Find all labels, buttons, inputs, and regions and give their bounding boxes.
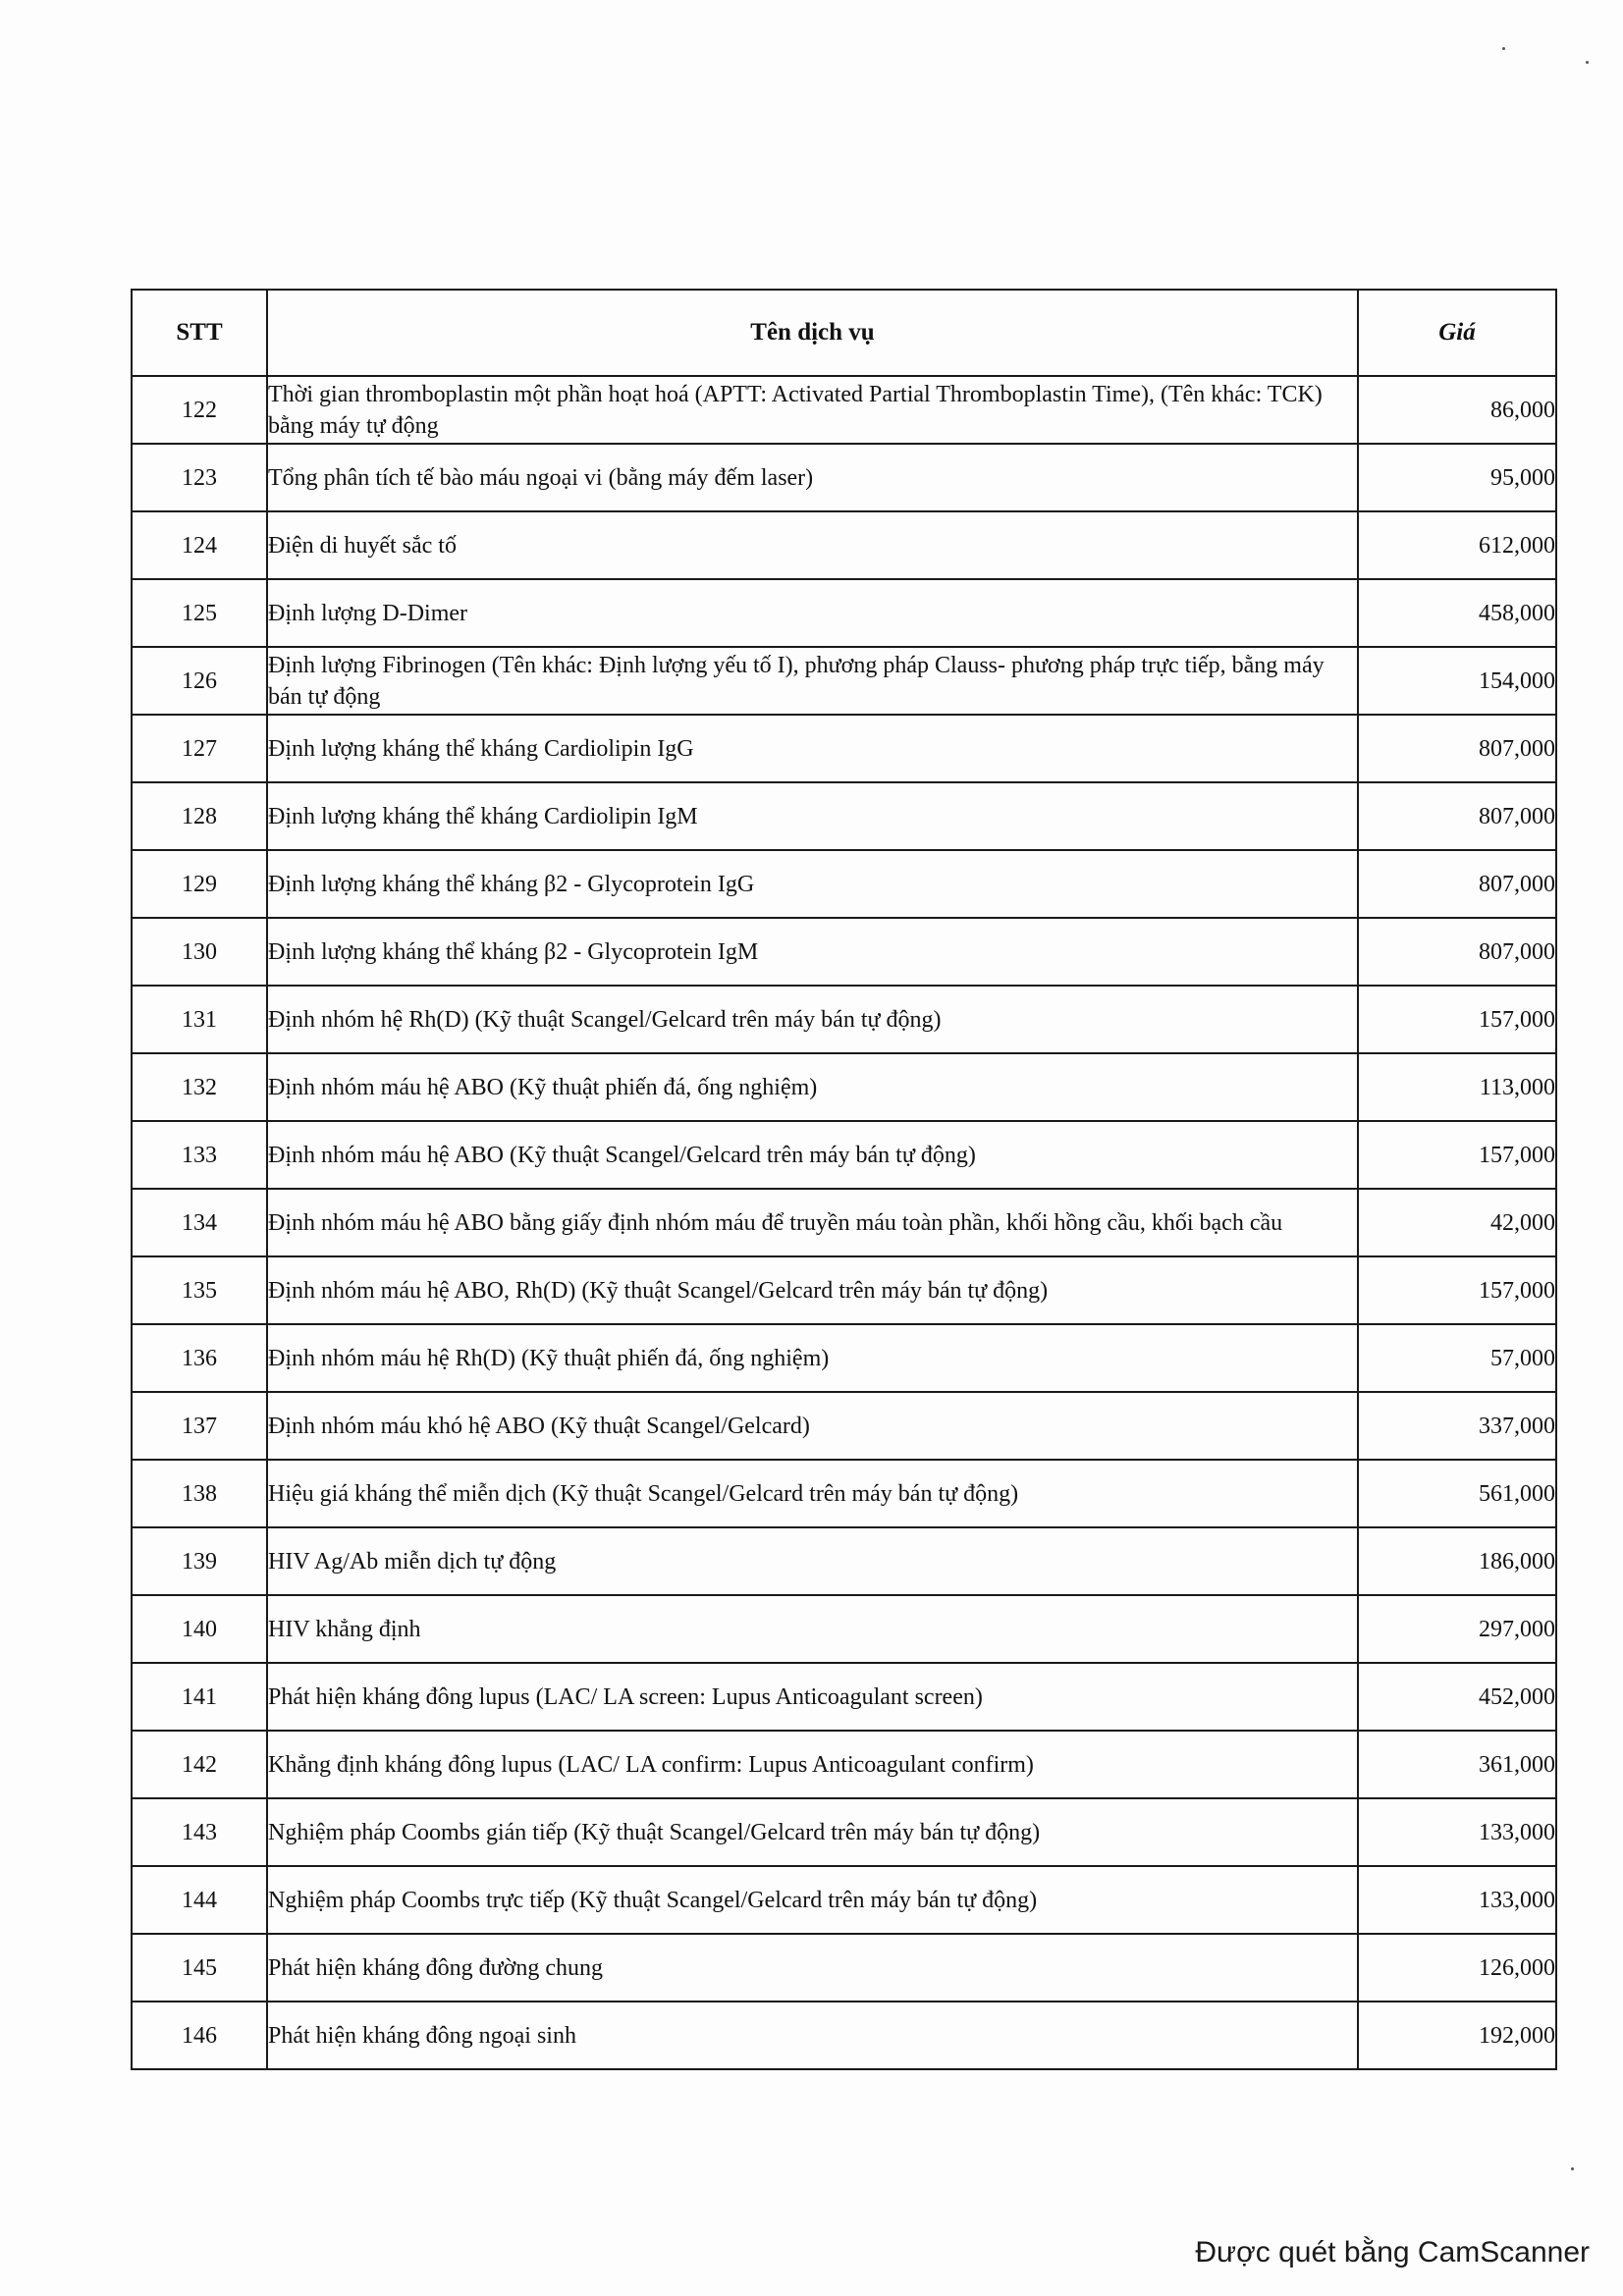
row-service-name: Phát hiện kháng đông lupus (LAC/ LA screen: Lupus Anticoagulant screen) [267, 1663, 1358, 1731]
scan-speck [1502, 47, 1505, 50]
table-body [132, 376, 1556, 2069]
row-service-name: Nghiệm pháp Coombs gián tiếp (Kỹ thuật Scangel/Gelcard trên máy bán tự động) [267, 1798, 1358, 1866]
row-stt: 134 [132, 1189, 267, 1256]
row-price: 157,000 [1358, 1256, 1556, 1324]
table-row [132, 850, 1556, 918]
row-stt: 131 [132, 986, 267, 1053]
table-row [132, 444, 1556, 511]
table-row [132, 1460, 1556, 1527]
row-service-name: HIV Ag/Ab miễn dịch tự động [267, 1527, 1358, 1595]
row-price: 133,000 [1358, 1866, 1556, 1934]
row-price: 86,000 [1358, 376, 1556, 444]
table-row [132, 986, 1556, 1053]
scan-speck [1571, 2167, 1574, 2170]
table-row [132, 782, 1556, 850]
row-price: 807,000 [1358, 850, 1556, 918]
row-stt: 137 [132, 1392, 267, 1460]
table-row [132, 1392, 1556, 1460]
table-row [132, 918, 1556, 986]
row-stt: 133 [132, 1121, 267, 1189]
row-stt: 140 [132, 1595, 267, 1663]
row-stt: 132 [132, 1053, 267, 1121]
header-price: Giá [1358, 290, 1556, 376]
row-service-name: Điện di huyết sắc tố [267, 511, 1358, 579]
row-stt: 141 [132, 1663, 267, 1731]
row-price: 126,000 [1358, 1934, 1556, 2002]
row-price: 807,000 [1358, 715, 1556, 782]
table-row [132, 511, 1556, 579]
row-price: 807,000 [1358, 918, 1556, 986]
row-service-name: Định lượng Fibrinogen (Tên khác: Định lượng yếu tố I), phương pháp Clauss- phương pháp trực tiếp, bằng máy bán tự động [267, 647, 1358, 715]
row-price: 157,000 [1358, 986, 1556, 1053]
row-price: 297,000 [1358, 1595, 1556, 1663]
row-stt: 123 [132, 444, 267, 511]
row-service-name: Định nhóm máu hệ ABO, Rh(D) (Kỹ thuật Scangel/Gelcard trên máy bán tự động) [267, 1256, 1358, 1324]
table-row [132, 1324, 1556, 1392]
row-service-name: Định nhóm hệ Rh(D) (Kỹ thuật Scangel/Gelcard trên máy bán tự động) [267, 986, 1358, 1053]
row-service-name: Định nhóm máu hệ Rh(D) (Kỹ thuật phiến đá, ống nghiệm) [267, 1324, 1358, 1392]
row-service-name: Khẳng định kháng đông lupus (LAC/ LA confirm: Lupus Anticoagulant confirm) [267, 1731, 1358, 1798]
row-price: 157,000 [1358, 1121, 1556, 1189]
table-row [132, 1527, 1556, 1595]
row-service-name: Định nhóm máu hệ ABO bằng giấy định nhóm máu để truyền máu toàn phần, khối hồng cầu, khối bạch cầu [267, 1189, 1358, 1256]
row-price: 192,000 [1358, 2002, 1556, 2069]
row-stt: 130 [132, 918, 267, 986]
service-price-table [131, 289, 1557, 2070]
row-service-name: Phát hiện kháng đông ngoại sinh [267, 2002, 1358, 2069]
table-row [132, 647, 1556, 715]
header-stt: STT [132, 290, 267, 376]
row-service-name: Thời gian thromboplastin một phần hoạt hoá (APTT: Activated Partial Thromboplastin Time), (Tên khác: TCK) bằng máy tự động [267, 376, 1358, 444]
row-service-name: Định lượng kháng thể kháng β2 - Glycoprotein IgM [267, 918, 1358, 986]
row-stt: 135 [132, 1256, 267, 1324]
row-price: 95,000 [1358, 444, 1556, 511]
header-service-name: Tên dịch vụ [267, 290, 1358, 376]
row-stt: 129 [132, 850, 267, 918]
row-service-name: Định lượng kháng thể kháng Cardiolipin IgG [267, 715, 1358, 782]
table-row [132, 1866, 1556, 1934]
camscanner-watermark: Được quét bằng CamScanner [1195, 2236, 1590, 2269]
row-price: 113,000 [1358, 1053, 1556, 1121]
row-service-name: Hiệu giá kháng thể miễn dịch (Kỹ thuật Scangel/Gelcard trên máy bán tự động) [267, 1460, 1358, 1527]
row-stt: 136 [132, 1324, 267, 1392]
row-price: 452,000 [1358, 1663, 1556, 1731]
table-row [132, 1121, 1556, 1189]
table-row [132, 1256, 1556, 1324]
row-stt: 126 [132, 647, 267, 715]
row-service-name: Định nhóm máu khó hệ ABO (Kỹ thuật Scangel/Gelcard) [267, 1392, 1358, 1460]
row-stt: 125 [132, 579, 267, 647]
row-price: 807,000 [1358, 782, 1556, 850]
row-stt: 143 [132, 1798, 267, 1866]
table-row [132, 1189, 1556, 1256]
row-price: 57,000 [1358, 1324, 1556, 1392]
table-row [132, 1798, 1556, 1866]
table-row [132, 1731, 1556, 1798]
row-stt: 146 [132, 2002, 267, 2069]
table-row [132, 715, 1556, 782]
row-service-name: HIV khẳng định [267, 1595, 1358, 1663]
table-header-row [132, 290, 1556, 376]
row-service-name: Định lượng kháng thể kháng β2 - Glycoprotein IgG [267, 850, 1358, 918]
row-price: 561,000 [1358, 1460, 1556, 1527]
table-row [132, 1934, 1556, 2002]
row-price: 458,000 [1358, 579, 1556, 647]
row-stt: 127 [132, 715, 267, 782]
table-row [132, 1663, 1556, 1731]
row-stt: 145 [132, 1934, 267, 2002]
row-service-name: Định nhóm máu hệ ABO (Kỹ thuật phiến đá, ống nghiệm) [267, 1053, 1358, 1121]
row-price: 361,000 [1358, 1731, 1556, 1798]
table-row [132, 1595, 1556, 1663]
row-service-name: Nghiệm pháp Coombs trực tiếp (Kỹ thuật Scangel/Gelcard trên máy bán tự động) [267, 1866, 1358, 1934]
row-price: 154,000 [1358, 647, 1556, 715]
row-price: 42,000 [1358, 1189, 1556, 1256]
row-stt: 142 [132, 1731, 267, 1798]
table-row [132, 1053, 1556, 1121]
row-service-name: Định lượng kháng thể kháng Cardiolipin IgM [267, 782, 1358, 850]
row-price: 186,000 [1358, 1527, 1556, 1595]
row-price: 612,000 [1358, 511, 1556, 579]
row-stt: 138 [132, 1460, 267, 1527]
row-price: 337,000 [1358, 1392, 1556, 1460]
row-service-name: Tổng phân tích tế bào máu ngoại vi (bằng máy đếm laser) [267, 444, 1358, 511]
row-stt: 144 [132, 1866, 267, 1934]
row-service-name: Định lượng D-Dimer [267, 579, 1358, 647]
scan-speck [1586, 61, 1589, 64]
table-row [132, 579, 1556, 647]
row-stt: 128 [132, 782, 267, 850]
row-stt: 139 [132, 1527, 267, 1595]
row-stt: 122 [132, 376, 267, 444]
row-service-name: Phát hiện kháng đông đường chung [267, 1934, 1358, 2002]
row-stt: 124 [132, 511, 267, 579]
table-row [132, 2002, 1556, 2069]
row-price: 133,000 [1358, 1798, 1556, 1866]
table-row [132, 376, 1556, 444]
row-service-name: Định nhóm máu hệ ABO (Kỹ thuật Scangel/Gelcard trên máy bán tự động) [267, 1121, 1358, 1189]
